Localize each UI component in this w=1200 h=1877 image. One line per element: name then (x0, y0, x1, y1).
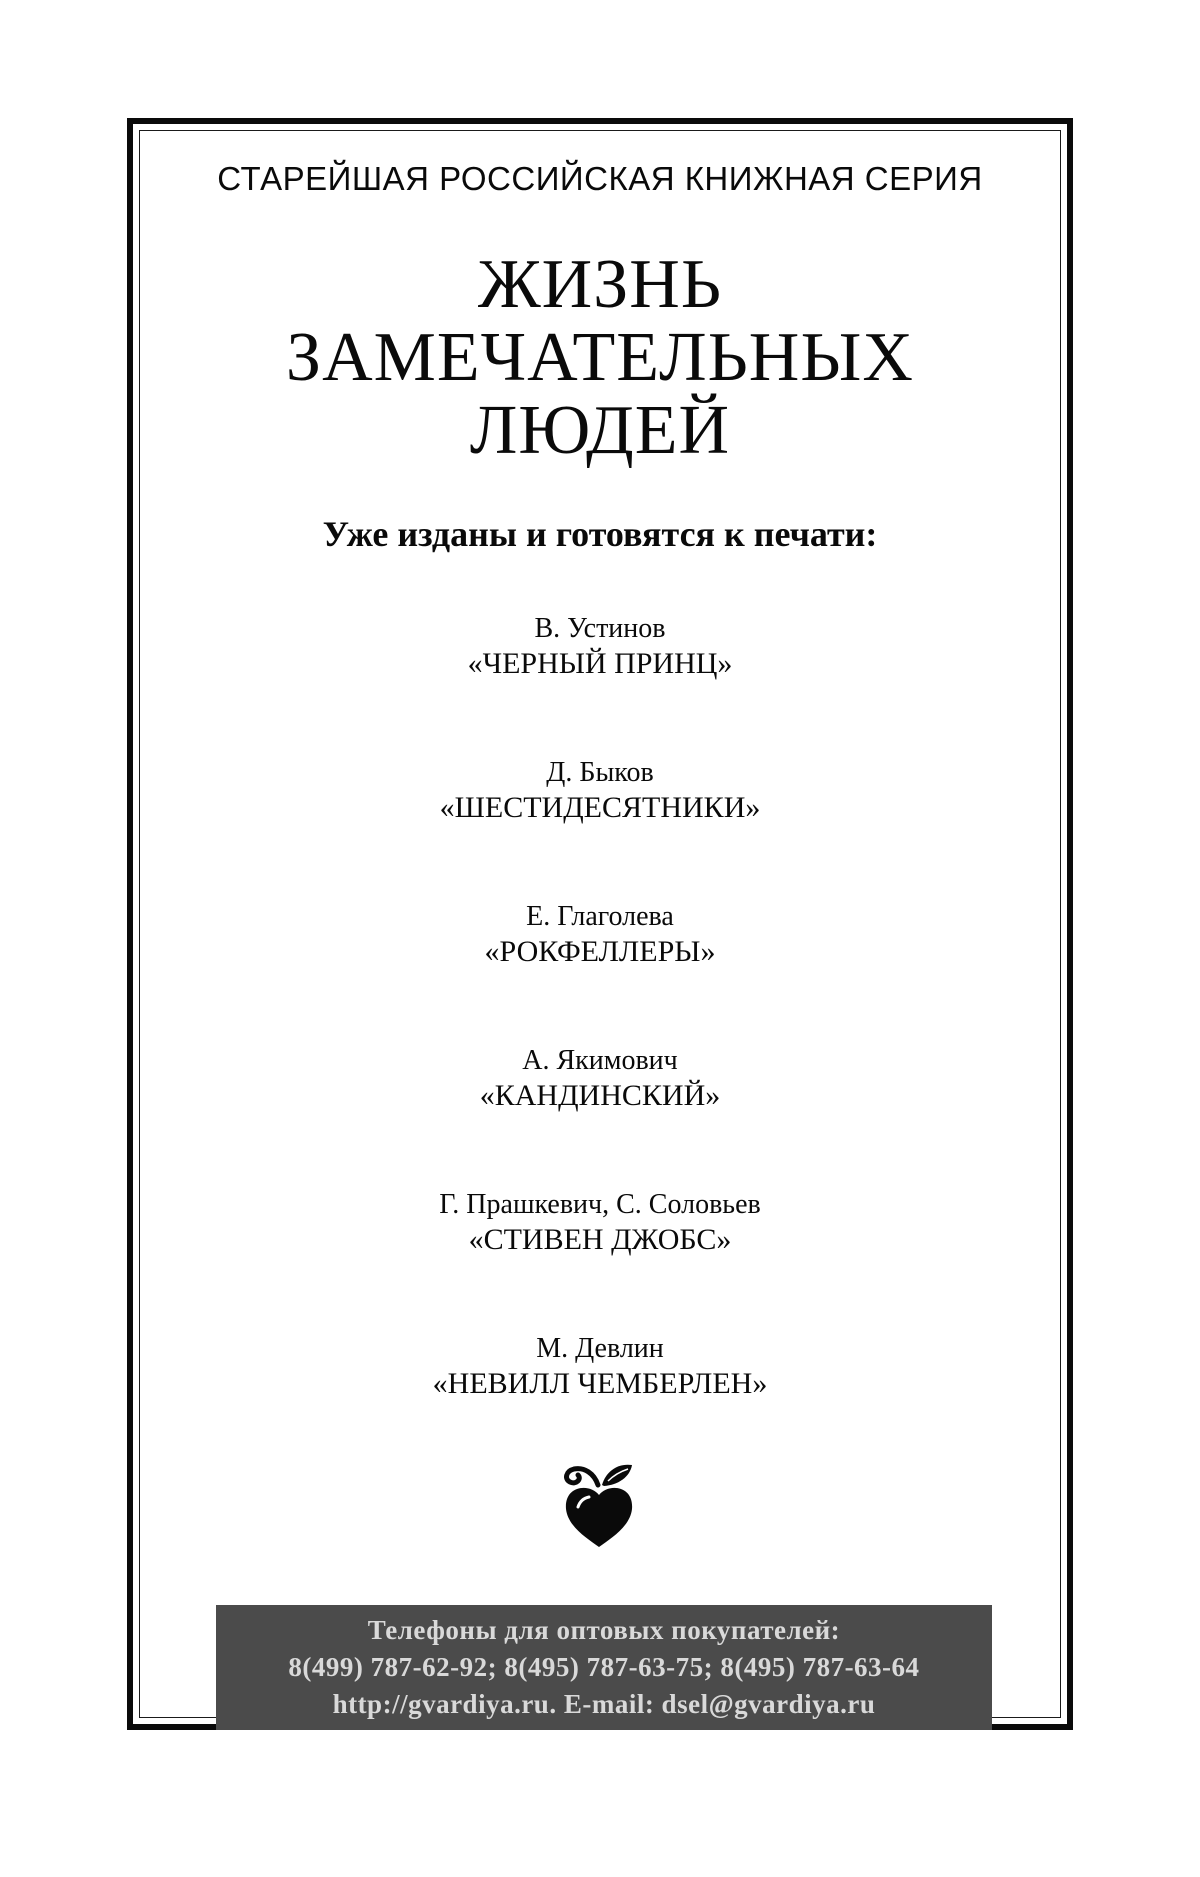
book-entry (0, 900, 1200, 970)
book-author: А. Якимович (522, 1045, 678, 1076)
book-title: «СТИВЕН ДЖОБС» (468, 1223, 732, 1256)
book-title: «ШЕСТИДЕСЯТНИКИ» (439, 791, 761, 824)
contacts-phone-numbers: 8(499) 787-62-92; 8(495) 787-63-75; 8(495) 787-63-64 (288, 1652, 920, 1682)
series-title-line-1: ЖИЗНЬ (477, 246, 723, 323)
apple-heart-logo-icon (554, 1455, 644, 1550)
book-author: В. Устинов (534, 613, 666, 644)
book-title: «ЧЕРНЫЙ ПРИНЦ» (467, 647, 733, 680)
contacts-phones-heading: Телефоны для оптовых покупателей: (367, 1615, 841, 1645)
intro-text: Уже изданы и готовятся к печати: (322, 514, 878, 554)
book-entry (0, 1332, 1200, 1402)
book-author: Е. Глаголева (526, 901, 674, 932)
series-title-line-3: ЛЮДЕЙ (469, 392, 731, 469)
book-title: «КАНДИНСКИЙ» (479, 1079, 721, 1112)
book-entry (0, 1044, 1200, 1114)
book-entry (0, 612, 1200, 682)
book-entry (0, 756, 1200, 826)
series-title-line-2: ЗАМЕЧАТЕЛЬНЫХ (286, 319, 914, 396)
contacts-web-email: http://gvardiya.ru. E-mail: dsel@gvardiya.ru (332, 1689, 876, 1719)
book-author: М. Девлин (536, 1333, 664, 1364)
book-author: Г. Прашкевич, С. Соловьев (439, 1189, 761, 1220)
book-title: «РОКФЕЛЛЕРЫ» (484, 935, 716, 968)
book-title: «НЕВИЛЛ ЧЕМБЕРЛЕН» (432, 1367, 768, 1400)
book-author: Д. Быков (546, 757, 654, 788)
series-label: СТАРЕЙШАЯ РОССИЙСКАЯ КНИЖНАЯ СЕРИЯ (217, 160, 983, 197)
book-entry (0, 1188, 1200, 1258)
